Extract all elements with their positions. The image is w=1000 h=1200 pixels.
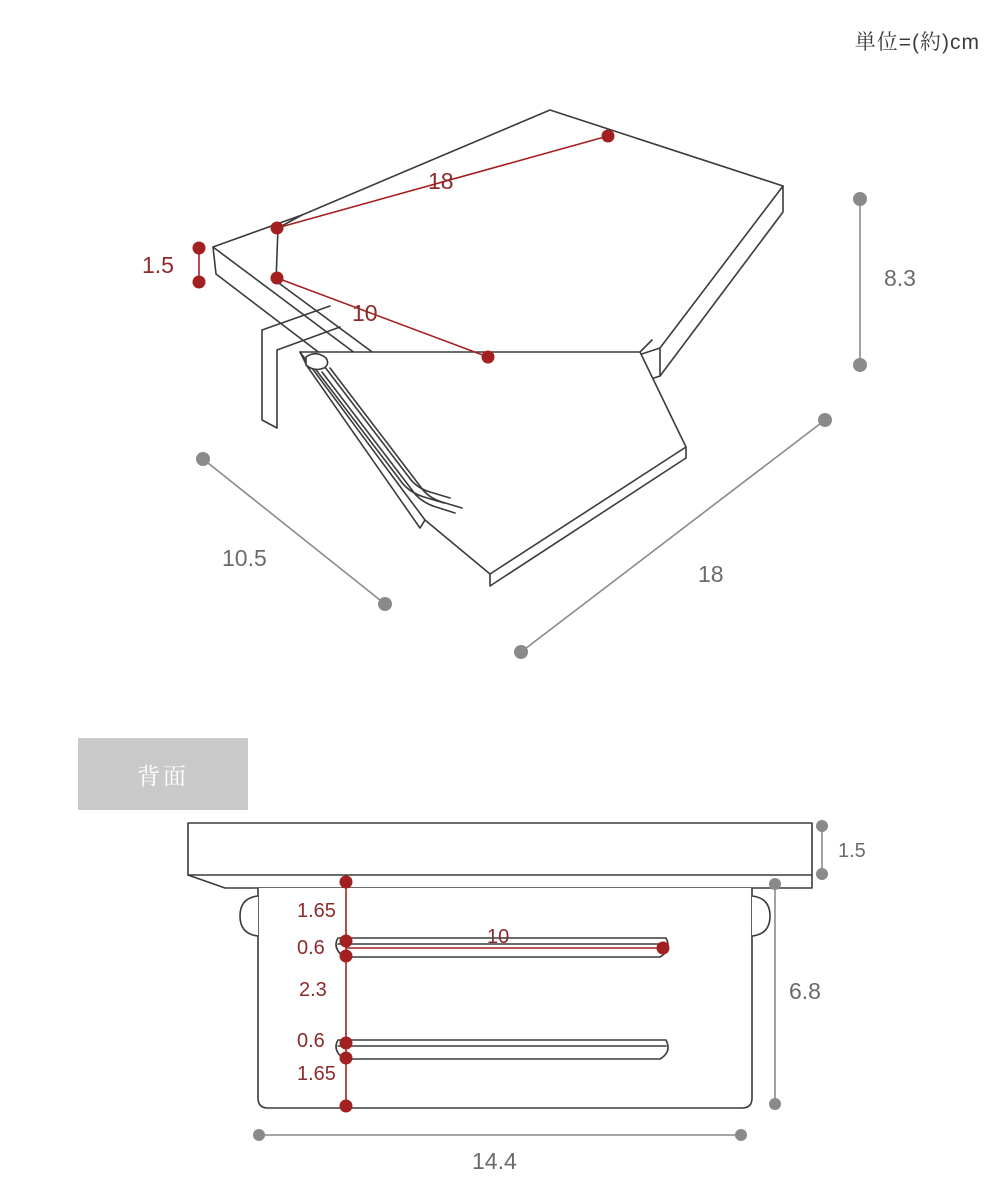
perspective-product-drawing	[213, 110, 783, 586]
dim-label-lower-gap-1-65: 1.65	[297, 1063, 336, 1085]
dim-label-shelf-thickness-1-5: 1.5	[142, 252, 174, 278]
view-tag-back: 背面	[78, 738, 248, 810]
unit-note: 単位=(約)cm	[854, 31, 980, 54]
dim-label-lower-bar-0-6: 0.6	[297, 1030, 325, 1052]
dim-label-top-plate-1-5: 1.5	[838, 840, 866, 862]
dim-label-overall-height-8-3: 8.3	[884, 265, 916, 291]
dim-label-bar-length-10: 10	[487, 926, 510, 948]
dim-label-middle-gap-2-3: 2.3	[299, 979, 327, 1001]
dim-label-top-width-18: 18	[428, 168, 454, 194]
dim-label-upper-bar-0-6: 0.6	[297, 937, 325, 959]
dim-label-overall-width-18: 18	[698, 561, 724, 587]
dim-label-back-height-6-8: 6.8	[789, 978, 821, 1004]
dim-label-back-width-14-4: 14.4	[472, 1148, 517, 1174]
back-view-product-drawing	[188, 823, 812, 1108]
dim-label-upper-gap-1-65: 1.65	[297, 900, 336, 922]
dim-label-top-depth-10: 10	[352, 300, 378, 326]
dim-label-overall-depth-10-5: 10.5	[222, 545, 267, 571]
